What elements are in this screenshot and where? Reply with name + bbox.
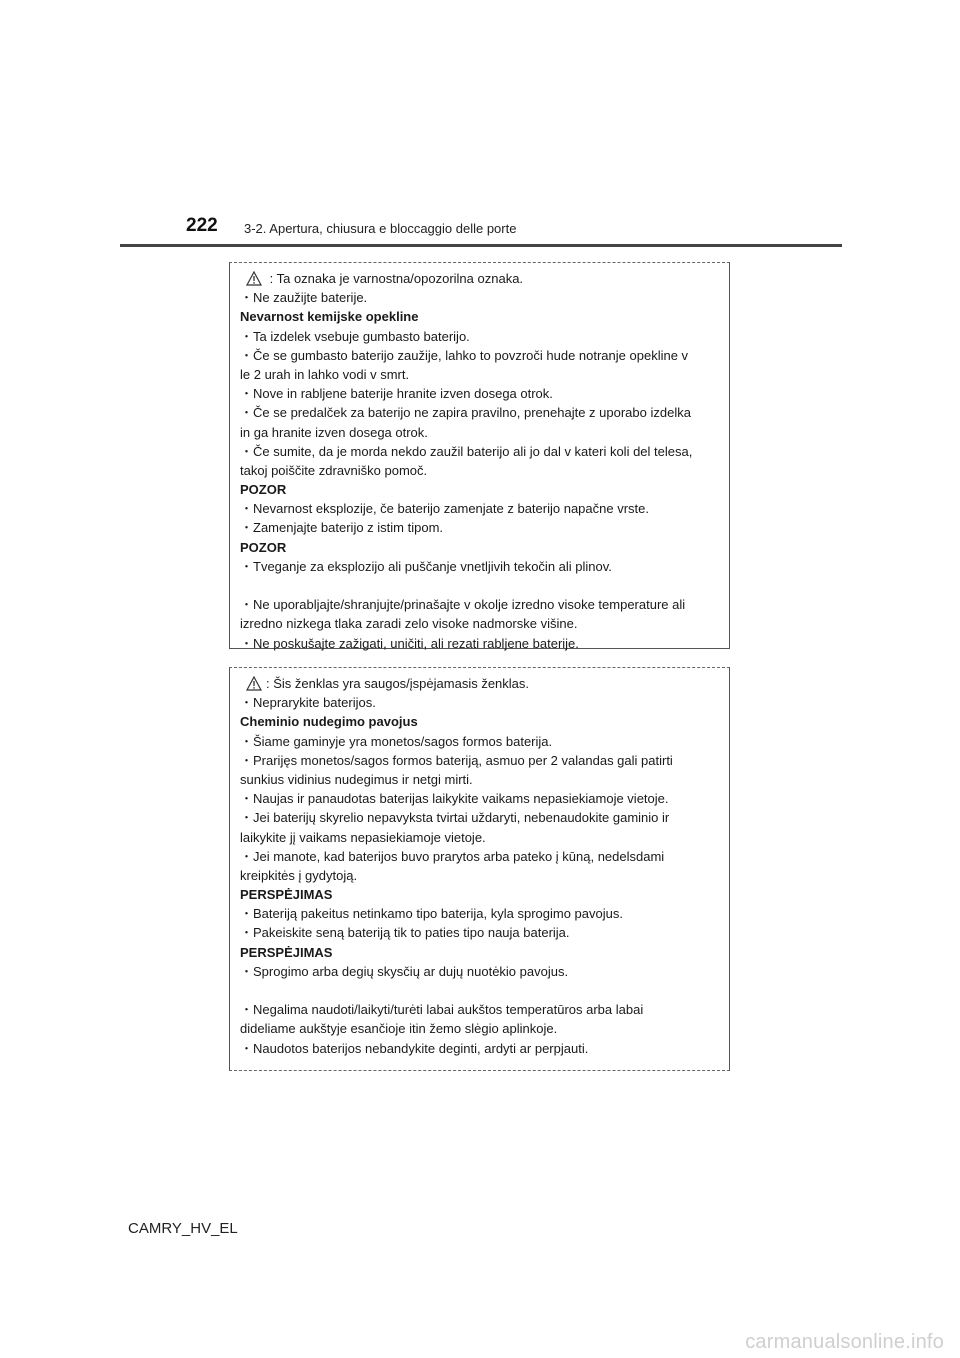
warning-label-line <box>240 269 729 288</box>
text-line: le 2 urah in lahko vodi v smrt. <box>240 366 410 382</box>
text-line: ・Jei baterijų skyrelio nepavyksta tvirtai uždaryti, nebenaudokite gaminio ir <box>240 810 670 826</box>
warning-label-text: : Ta oznaka je varnostna/opozorilna oznaka. <box>266 271 524 286</box>
text-line: ・Naujas ir panaudotas baterijas laikykite vaikams nepasiekiamoje vietoje. <box>240 791 669 807</box>
text-line: POZOR <box>240 482 287 498</box>
text-line: in ga hranite izven dosega otrok. <box>240 424 428 440</box>
page-number: 222 <box>186 215 218 236</box>
text-line: ・Negalima naudoti/laikyti/turėti labai aukštos temperatūros arba labai <box>240 1002 644 1018</box>
text-line: ・Ne uporabljajte/shranjujte/prinašajte v okolje izredno visoke temperature ali <box>240 597 686 613</box>
text-line: Nevarnost kemijske opekline <box>240 309 419 325</box>
page-header <box>0 0 960 250</box>
text-line: ・Ta izdelek vsebuje gumbasto baterijo. <box>240 328 470 344</box>
box2-text-lines <box>240 693 729 1058</box>
text-line: ・Naudotos baterijos nebandykite deginti, ardyti ar perpjauti. <box>240 1040 589 1056</box>
text-line: ・Če sumite, da je morda nekdo zaužil baterijo ali jo dal v kateri koli del telesa, <box>240 443 693 459</box>
text-line: ・Ne poskušajte zažigati, uničiti, ali rezati rabljene baterije. <box>240 635 579 651</box>
text-line: POZOR <box>240 539 287 555</box>
text-line <box>240 981 729 1000</box>
text-line: izredno nizkega tlaka zaradi zelo visoke nadmorske višine. <box>240 616 578 632</box>
text-line: dideliame aukštyje esančioje itin žemo slėgio aplinkoje. <box>240 1021 558 1037</box>
text-line: ・Tveganje za eksplozijo ali puščanje vnetljivih tekočin ali plinov. <box>240 558 612 574</box>
warning-triangle-icon <box>246 676 262 691</box>
text-line: ・Šiame gaminyje yra monetos/sagos formos baterija. <box>240 733 553 749</box>
text-line: Cheminio nudegimo pavojus <box>240 714 418 730</box>
text-line: ・Zamenjajte baterijo z istim tipom. <box>240 520 444 536</box>
warning-label-line <box>240 674 729 693</box>
text-line: PERSPĖJIMAS <box>240 944 333 960</box>
text-line: ・Če se predalček za baterijo ne zapira pravilno, prenehajte z uporabo izdelka <box>240 405 691 421</box>
text-line: sunkius vidinius nudegimus ir netgi mirti. <box>240 771 473 787</box>
warning-label-text: : Šis ženklas yra saugos/įspėjamasis ženklas. <box>266 676 530 691</box>
box1-text-lines <box>240 288 729 653</box>
watermark: carmanualsonline.info <box>745 1331 944 1353</box>
text-line: ・Sprogimo arba degių skysčių ar dujų nuotėkio pavojus. <box>240 963 569 979</box>
section-title: 3-2. Apertura, chiusura e bloccaggio delle porte <box>244 221 517 236</box>
text-line: laikykite jį vaikams nepasiekiamoje vietoje. <box>240 829 486 845</box>
warning-box-lithuanian <box>229 667 730 1071</box>
model-code: CAMRY_HV_EL <box>128 1220 238 1237</box>
text-line: ・Če se gumbasto baterijo zaužije, lahko to povzroči hude notranje opekline v <box>240 347 689 363</box>
text-line: PERSPĖJIMAS <box>240 887 333 903</box>
text-line: ・Ne zaužijte baterije. <box>240 290 368 306</box>
warning-box-slovenian <box>229 262 730 649</box>
text-line: ・Prarijęs monetos/sagos formos bateriją, asmuo per 2 valandas gali patirti <box>240 752 673 768</box>
text-line: ・Nevarnost eksplozije, če baterijo zamenjate z baterijo napačne vrste. <box>240 501 649 517</box>
text-line: ・Pakeiskite seną bateriją tik to paties tipo nauja baterija. <box>240 925 570 941</box>
text-line: ・Jei manote, kad baterijos buvo prarytos arba pateko į kūną, nedelsdami <box>240 848 665 864</box>
warning-triangle-icon <box>246 271 262 286</box>
text-line: ・Bateriją pakeitus netinkamo tipo baterija, kyla sprogimo pavojus. <box>240 906 623 922</box>
text-line: kreipkitės į gydytoją. <box>240 867 358 883</box>
text-line: ・Neprarykite baterijos. <box>240 695 376 711</box>
text-line: takoj poiščite zdravniško pomoč. <box>240 462 428 478</box>
header-divider <box>120 244 842 247</box>
text-line <box>240 576 729 595</box>
text-line: ・Nove in rabljene baterije hranite izven dosega otrok. <box>240 386 553 402</box>
